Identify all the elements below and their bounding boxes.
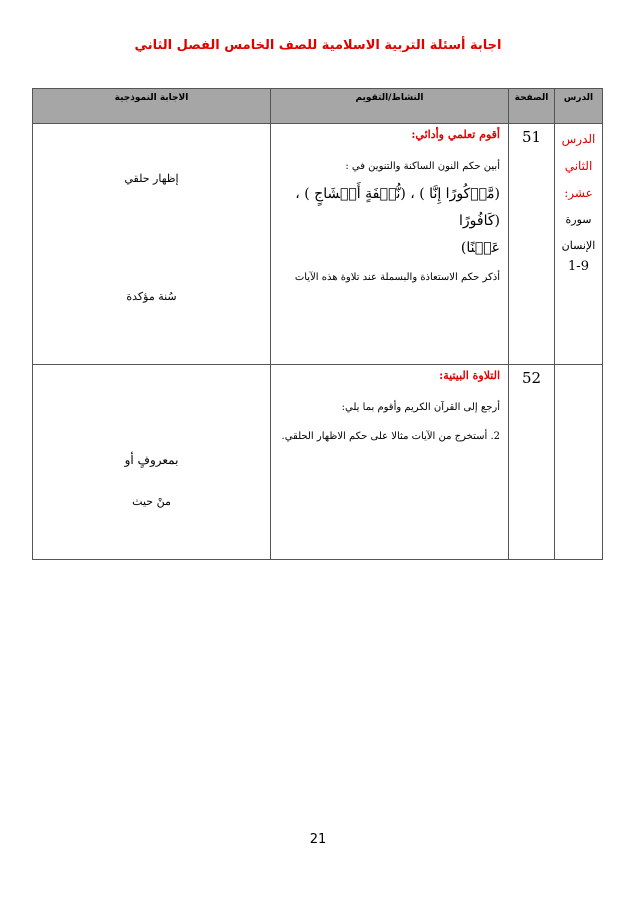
page-number: 21 <box>309 832 327 847</box>
answer-2: منْ حيث <box>132 495 171 508</box>
answers-table <box>32 88 603 560</box>
answer-cell <box>33 365 271 560</box>
lesson-verse-range: 1-9 <box>568 259 589 274</box>
answer-2: سُنة مؤكدة <box>126 290 177 303</box>
lesson-title-line-1: الدرس <box>561 132 596 146</box>
activity-cell <box>271 124 509 365</box>
quran-excerpt-3: عَيۡنًا) <box>460 240 500 256</box>
activity-question-1: أبين حكم النون الساكنة والتنوين في : <box>345 161 500 172</box>
activity-instruction: أرجع إلى القرآن الكريم وأقوم بما يلي: <box>341 402 500 413</box>
activity-question: 2. أستخرج من الآيات مثالا على حكم الاظهار الحلقي. <box>281 431 500 442</box>
quran-excerpt-1: (مَّذۡكُورًا إِنَّا ) ، (نُّطۡفَةٍ أَمۡشَاجٍ ) ، <box>295 186 500 202</box>
table-row <box>33 124 603 365</box>
lesson-cell <box>555 365 603 560</box>
answer-1: إظهار حلقي <box>124 172 179 185</box>
page-number-cell: 52 <box>509 365 555 560</box>
activity-cell <box>271 365 509 560</box>
lesson-surah-line-1: سورة <box>565 213 592 226</box>
page-title: اجابة أسئلة التربية الاسلامية للصف الخامس الفصل الثاني <box>134 38 502 53</box>
table-header-row <box>33 89 603 124</box>
lesson-title-line-2: الثاني <box>564 159 593 173</box>
answer-1: بمعروفٍ أو <box>124 453 179 467</box>
header-lesson: الدرس <box>555 89 603 124</box>
header-page: الصفحة <box>509 89 555 124</box>
lesson-title-line-3: عشر: <box>564 186 593 200</box>
header-answer: الاجابة النموذجية <box>33 89 271 124</box>
activity-question-2: أذكر حكم الاستعاذة والبسملة عند تلاوة هذه الآيات <box>294 272 500 283</box>
page-number-cell: 51 <box>509 124 555 365</box>
activity-heading: التلاوة البيتية: <box>439 369 500 382</box>
quran-excerpt-2: (كَافُورًا <box>459 213 500 229</box>
header-activity: النشاط/التقويم <box>271 89 509 124</box>
table-row <box>33 365 603 560</box>
lesson-surah-line-2: الإنسان <box>561 239 596 252</box>
lesson-cell <box>555 124 603 365</box>
activity-heading: أقوم تعلمي وأدائي: <box>411 128 500 141</box>
answer-cell <box>33 124 271 365</box>
